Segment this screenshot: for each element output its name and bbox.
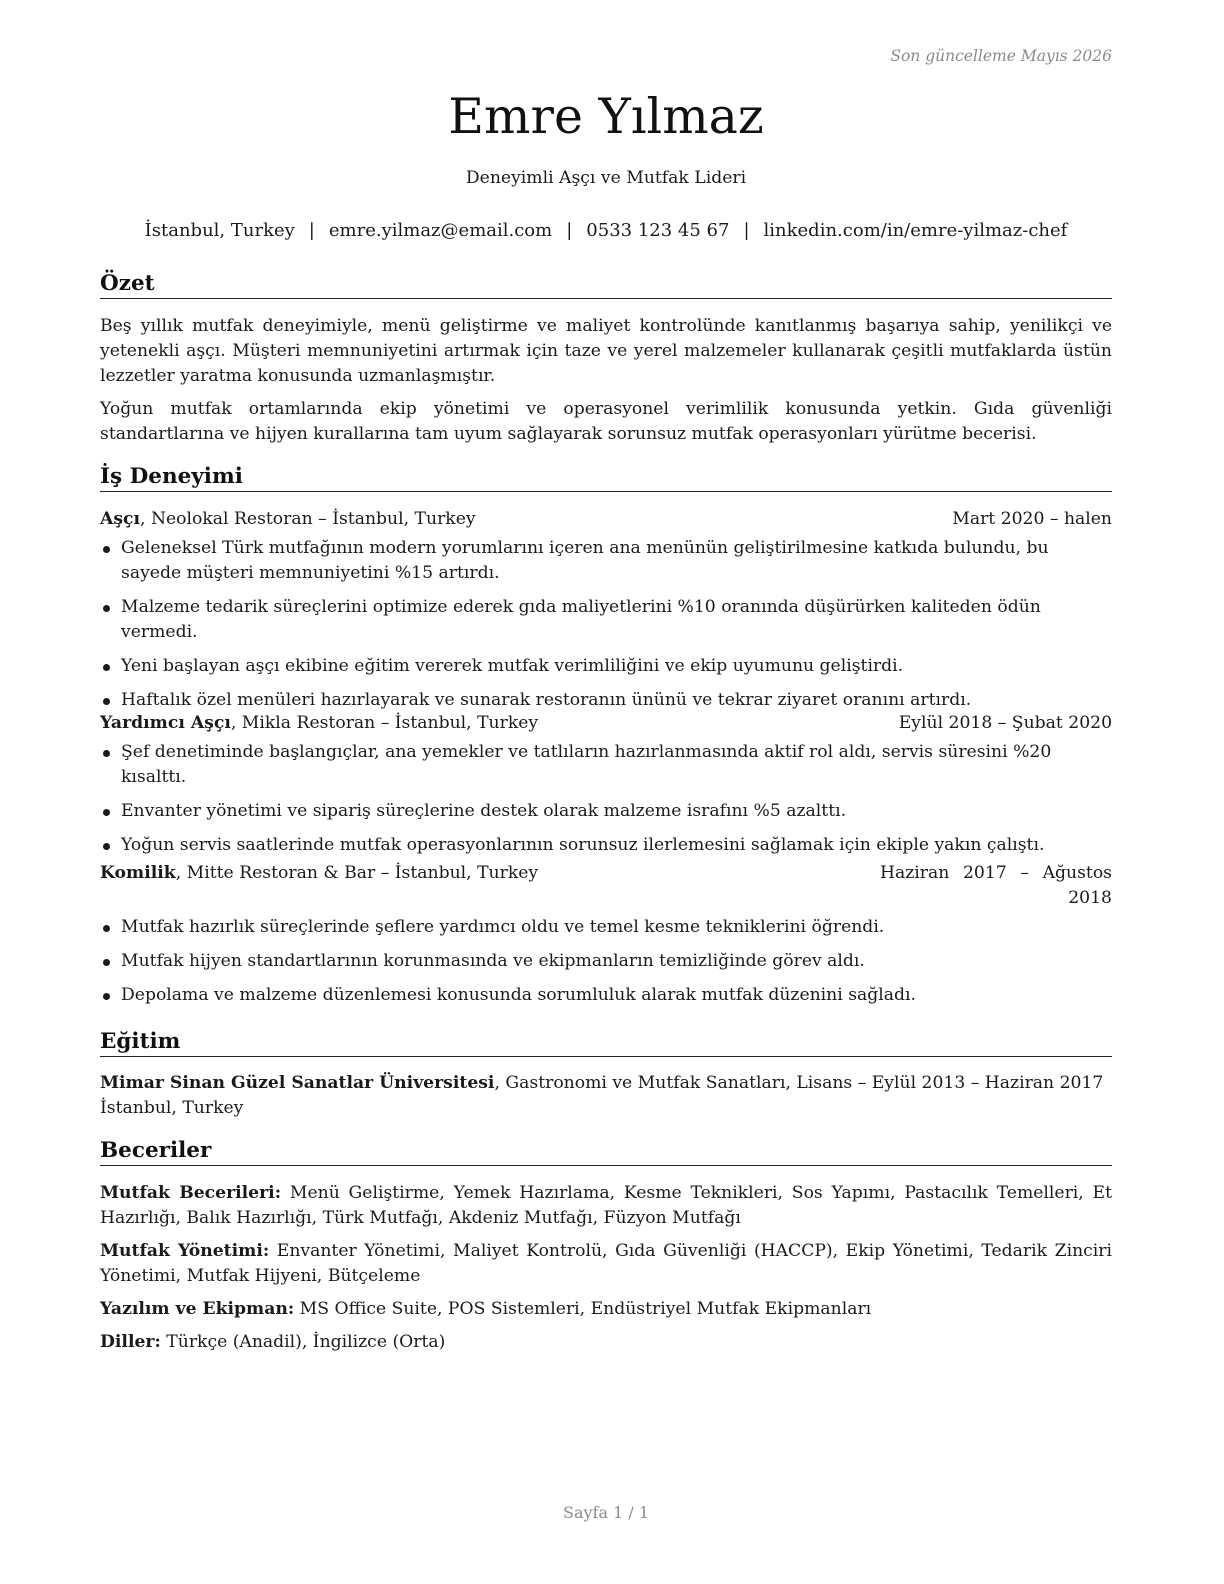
skill-value: Menü Geliştirme, Yemek Hazırlama, Kesme Teknikleri, Sos Yapımı, Pastacılık Temelleri, Et Hazırlığı, Balık Hazırlığı, Türk Mutfağı, Akdeniz Mutfağı, Füzyon Mutfağı [100, 1183, 1113, 1228]
job-place: , Mikla Restoran – İstanbul, Turkey [230, 713, 539, 733]
skill-value: MS Office Suite, POS Sistemleri, Endüstriyel Mutfak Ekipmanları [294, 1299, 872, 1319]
job-entry [100, 711, 1112, 867]
candidate-name: Emre Yılmaz [448, 88, 764, 145]
skill-label: Diller: [100, 1332, 161, 1352]
education-heading: Eğitim [100, 1028, 1112, 1057]
contact-separator: | [743, 220, 750, 241]
list-item [100, 688, 1112, 713]
job-place: , Mitte Restoran & Bar – İstanbul, Turkey [175, 863, 539, 883]
job-title-line [100, 861, 538, 886]
list-item [100, 949, 1112, 974]
bullet-icon [103, 809, 110, 816]
job-bullets [100, 536, 1112, 713]
bullet-icon [103, 843, 110, 850]
skills-heading: Beceriler [100, 1137, 1112, 1166]
skill-row [100, 1239, 1112, 1289]
job-bullets [100, 915, 1112, 1008]
bullet-icon [103, 925, 110, 932]
list-item [100, 799, 1112, 824]
job-dates: Eylül 2018 – Şubat 2020 [898, 713, 1112, 733]
list-item [100, 915, 1112, 940]
job-role: Yardımcı Aşçı [100, 713, 231, 733]
experience-heading: İş Deneyimi [100, 463, 1112, 492]
education-school: Mimar Sinan Güzel Sanatlar Üniversitesi [100, 1073, 495, 1093]
job-bullets [100, 740, 1112, 858]
page-number: Sayfa 1 / 1 [562, 1503, 649, 1522]
list-item [100, 654, 1112, 679]
bullet-text: Mutfak hazırlık süreçlerinde şeflere yardımcı oldu ve temel kesme tekniklerini öğrendi. [121, 917, 885, 937]
bullet-icon [103, 546, 110, 553]
bullet-text: Haftalık özel menüleri hazırlayarak ve sunarak restoranın ününü ve tekrar ziyaret oranını artırdı. [121, 690, 972, 710]
list-item [100, 740, 1112, 790]
job-header [100, 861, 1112, 911]
skill-row [100, 1330, 1112, 1355]
bullet-text: Envanter yönetimi ve sipariş süreçlerine destek olarak malzeme israfını %5 azalttı. [121, 801, 847, 821]
job-role: Aşçı [100, 509, 141, 529]
contact-separator: | [308, 220, 315, 241]
job-title-line [100, 507, 476, 532]
bullet-icon [103, 959, 110, 966]
summary-heading: Özet [100, 270, 1112, 299]
bullet-icon [103, 698, 110, 705]
contact-email[interactable]: emre.yilmaz@email.com [328, 220, 553, 241]
skills-section [100, 1181, 1112, 1363]
bullet-icon [103, 664, 110, 671]
job-role: Komilik [100, 863, 176, 883]
resume-page [100, 0, 1112, 1584]
skill-label: Mutfak Yönetimi: [100, 1241, 270, 1261]
bullet-text: Depolama ve malzeme düzenlemesi konusunda sorumluluk alarak mutfak düzenini sağladı. [121, 985, 916, 1005]
skill-row [100, 1181, 1112, 1231]
bullet-text: Malzeme tedarik süreçlerini optimize ederek gıda maliyetlerini %10 oranında düşürürken kaliteden ödün vermedi. [121, 597, 1041, 642]
list-item [100, 983, 1112, 1008]
skill-label: Yazılım ve Ekipman: [100, 1299, 295, 1319]
skill-value: Envanter Yönetimi, Maliyet Kontrolü, Gıda Güvenliği (HACCP), Ekip Yönetimi, Tedarik Zinciri Yönetimi, Mutfak Hijyeni, Bütçeleme [100, 1241, 1112, 1286]
education-program: , Gastronomi ve Mutfak Sanatları, Lisans – Eylül 2013 – Haziran 2017 [494, 1073, 1104, 1093]
bullet-icon [103, 750, 110, 757]
bullet-text: Geleneksel Türk mutfağının modern yorumlarını içeren ana menünün geliştirilmesine katkıda bulundu, bu sayede müşteri memnuniyetini %15 artırdı. [121, 538, 1049, 583]
list-item [100, 536, 1112, 586]
skill-label: Mutfak Becerileri: [100, 1183, 282, 1203]
contact-location: İstanbul, Turkey [144, 220, 295, 241]
job-place: , Neolokal Restoran – İstanbul, Turkey [140, 509, 476, 529]
job-entry [100, 861, 1112, 1017]
bullet-text: Yeni başlayan aşçı ekibine eğitim vererek mutfak verimliliğini ve ekip uyumunu geliştirdi. [121, 656, 904, 676]
bullet-text: Mutfak hijyen standartlarının korunmasında ve ekipmanların temizliğinde görev aldı. [121, 951, 865, 971]
bullet-icon [103, 993, 110, 1000]
bullet-text: Şef denetiminde başlangıçlar, ana yemekler ve tatlıların hazırlanmasında aktif rol aldı, servis süresini %20 kısalttı. [121, 742, 1052, 787]
education-line [100, 1071, 1112, 1121]
job-entry [100, 507, 1112, 722]
contact-separator: | [566, 220, 573, 241]
job-dates: Haziran 2017 – Ağustos 2018 [880, 863, 1112, 908]
education-location: İstanbul, Turkey [100, 1098, 244, 1118]
summary-paragraph: Yoğun mutfak ortamlarında ekip yönetimi ve operasyonel verimlilik konusunda yetkin. Gıda güvenliği standartlarına ve hijyen kurallarına tam uyum sağlayarak sorunsuz mutfak operasyonları yürütme becerisi. [100, 399, 1112, 444]
bullet-text: Yoğun servis saatlerinde mutfak operasyonlarının sorunsuz ilerlemesini sağlamak için ekiple yakın çalıştı. [121, 835, 1045, 855]
summary-paragraph: Beş yıllık mutfak deneyimiyle, menü geliştirme ve maliyet kontrolünde kanıtlanmış başarıya sahip, yenilikçi ve yetenekli aşçı. Müşteri memnuniyetini artırmak için taze ve yerel malzemeler kullanarak çeşitli mutfaklarda üstün lezzetler yaratma konusunda uzmanlaşmıştır. [100, 316, 1112, 386]
education-entry [100, 1071, 1112, 1121]
job-header [100, 507, 1112, 532]
last-updated: Son güncelleme Mayıs 2026 [890, 47, 1112, 65]
job-dates: Mart 2020 – halen [952, 509, 1112, 529]
job-title-line [100, 711, 538, 736]
skill-value: Türkçe (Anadil), İngilizce (Orta) [160, 1332, 446, 1352]
summary-section [100, 314, 1112, 447]
candidate-tagline: Deneyimli Aşçı ve Mutfak Lideri [465, 168, 747, 188]
job-header [100, 711, 1112, 736]
contact-phone[interactable]: 0533 123 45 67 [586, 220, 730, 241]
bullet-icon [103, 605, 110, 612]
contact-line [100, 218, 1112, 243]
contact-linkedin[interactable]: linkedin.com/in/emre-yilmaz-chef [763, 220, 1068, 241]
list-item [100, 833, 1112, 858]
list-item [100, 595, 1112, 645]
skill-row [100, 1297, 1112, 1322]
